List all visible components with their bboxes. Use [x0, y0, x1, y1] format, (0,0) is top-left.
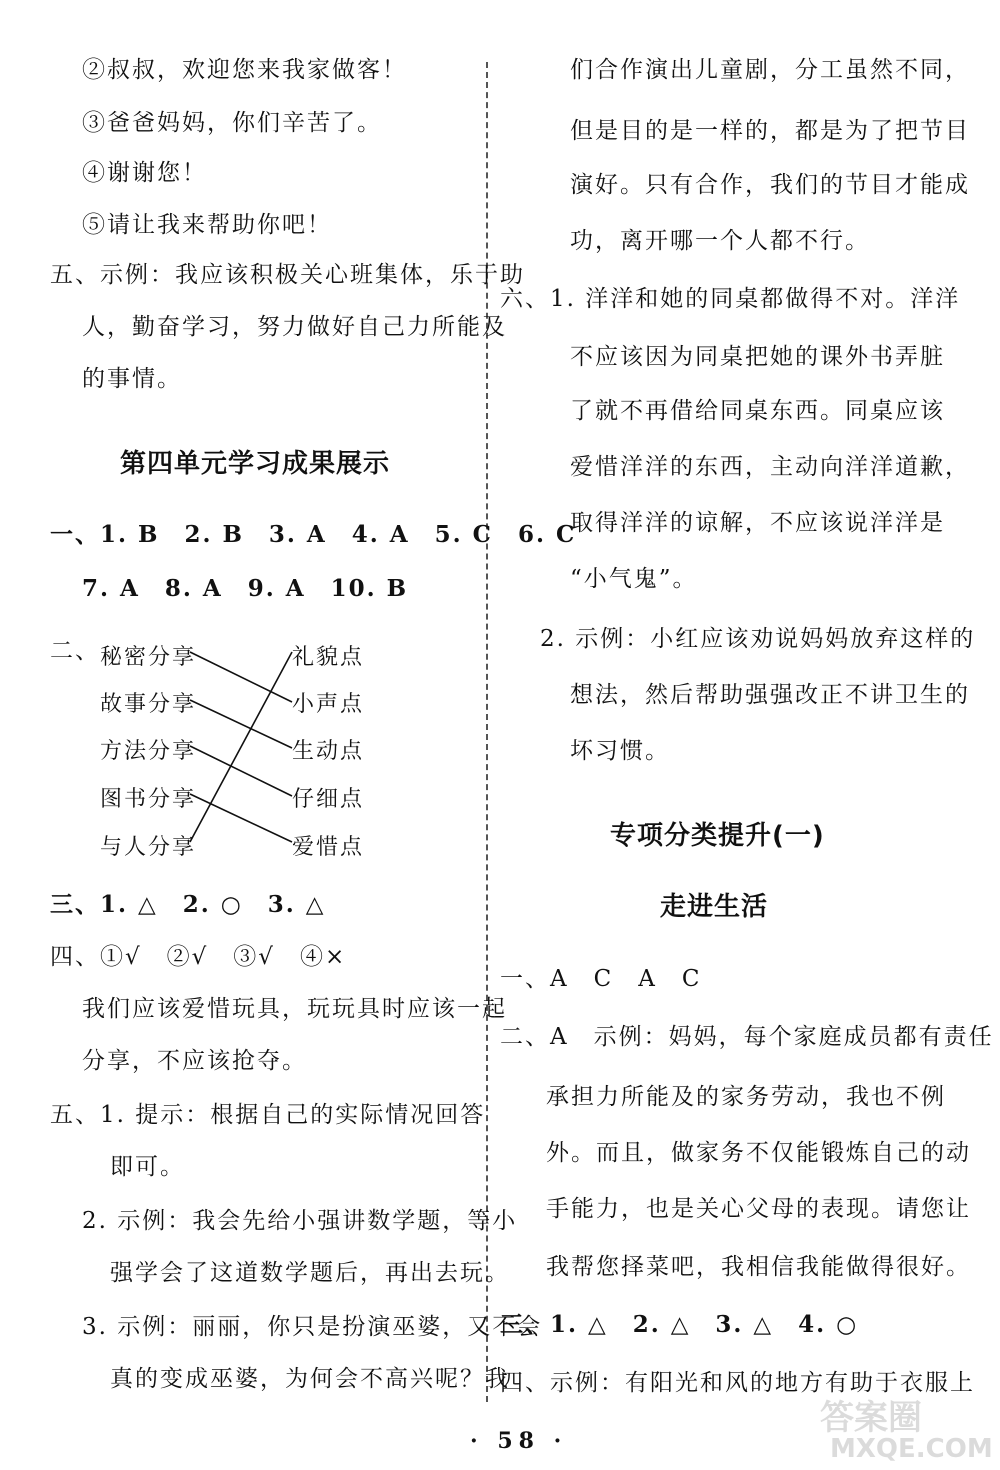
q4-answers: 四、①√ ②√ ③√ ④× [50, 944, 347, 970]
match-right-item: 仔细点 [292, 787, 365, 812]
watermark-url: MXQE.COM [830, 1434, 993, 1464]
watermark-logo [800, 1390, 993, 1470]
answer-line: 二、A 示例：妈妈，每个家庭成员都有责任 [500, 1024, 994, 1050]
answer-line: 分享，不应该抢夺。 [82, 1048, 307, 1074]
answer-line: 强学会了这道数学题后，再出去玩。 [110, 1260, 510, 1286]
answer-line: ⑤请让我来帮助你吧！ [82, 212, 332, 238]
answer-line: 不应该因为同桌把她的课外书弄脏 [570, 344, 945, 370]
match-right-item: 爱惜点 [292, 835, 365, 860]
answer-line: 承担力所能及的家务劳动，我也不例 [546, 1084, 946, 1110]
answer-line: 了就不再借给同桌东西。同桌应该 [570, 398, 945, 424]
answer-line: 爱惜洋洋的东西，主动向洋洋道歉， [570, 454, 970, 480]
page-number: · 58 · [470, 1428, 568, 1454]
match-line [190, 746, 292, 796]
answer-line: 六、1. 洋洋和她的同桌都做得不对。洋洋 [500, 286, 961, 312]
match-left-item: 故事分享 [100, 692, 197, 717]
section-subtitle: 走进生活 [660, 892, 769, 922]
answer-line: 四、示例：有阳光和风的地方有助于衣服上 [500, 1370, 975, 1396]
match-line [190, 652, 292, 842]
match-right-item: 礼貌点 [292, 645, 365, 670]
answer-line: 2. 示例：我会先给小强讲数学题，等小 [82, 1208, 518, 1234]
answer-line: 们合作演出儿童剧，分工虽然不同， [570, 57, 970, 83]
answer-line: “小气鬼”。 [570, 566, 698, 592]
answer-line: 人，勤奋学习，努力做好自己力所能及 [82, 314, 507, 340]
match-left-item: 方法分享 [100, 739, 197, 764]
answer-line: 取得洋洋的谅解，不应该说洋洋是 [570, 510, 945, 536]
q2-label: 二、 [50, 638, 100, 664]
answer-line: 外。而且，做家务不仅能锻炼自己的动 [546, 1140, 971, 1166]
match-line [190, 652, 292, 702]
match-line [190, 794, 292, 842]
match-right-item: 生动点 [292, 739, 365, 764]
answer-line: 我们应该爱惜玩具，玩玩具时应该一起 [82, 996, 507, 1022]
answer-line: 我帮您择菜吧，我相信我能做得很好。 [546, 1254, 971, 1280]
answer-line: ④谢谢您！ [82, 160, 207, 186]
answer-line: 五、1. 提示：根据自己的实际情况回答 [50, 1102, 486, 1128]
answer-line: 坏习惯。 [570, 738, 670, 764]
answer-line: 3. 示例：丽丽，你只是扮演巫婆，又不会 [82, 1314, 543, 1340]
answer-line: 但是目的是一样的，都是为了把节目 [570, 118, 970, 144]
answer-line: ③爸爸妈妈，你们辛苦了。 [82, 110, 382, 136]
answer-line: 想法，然后帮助强强改正不讲卫生的 [570, 682, 970, 708]
s1-answers: 一、A C A C [500, 966, 702, 992]
answer-line: ②叔叔，欢迎您来我家做客！ [82, 57, 407, 83]
answer-line: 即可。 [110, 1154, 185, 1180]
q1-answers-row2: 7. A 8. A 9. A 10. B [82, 575, 409, 602]
answer-line: 真的变成巫婆，为何会不高兴呢？我 [110, 1366, 510, 1392]
watermark-text: 答案圈 [820, 1398, 922, 1438]
match-left-item: 与人分享 [100, 835, 197, 860]
answer-line: 手能力，也是关心父母的表现。请您让 [546, 1196, 971, 1222]
q1-answers-row1: 一、1. B 2. B 3. A 4. A 5. C 6. C [50, 521, 577, 548]
answer-line: 2. 示例：小红应该劝说妈妈放弃这样的 [540, 626, 976, 652]
answer-line: 演好。只有合作，我们的节目才能成 [570, 172, 970, 198]
answer-line: 的事情。 [82, 366, 182, 392]
q3-answers: 三、1. △ 2. ○ 3. △ [50, 891, 326, 918]
answer-line: 五、示例：我应该积极关心班集体，乐于助 [50, 262, 525, 288]
match-left-item: 图书分享 [100, 787, 197, 812]
section-title: 第四单元学习成果展示 [120, 449, 391, 479]
s3-answers: 三、1. △ 2. △ 3. △ 4. ○ [500, 1311, 859, 1338]
match-right-item: 小声点 [292, 692, 365, 717]
match-left-item: 秘密分享 [100, 645, 197, 670]
answer-line: 功，离开哪一个人都不行。 [570, 228, 870, 254]
match-line [190, 700, 292, 748]
section-title: 专项分类提升(一) [610, 821, 825, 851]
